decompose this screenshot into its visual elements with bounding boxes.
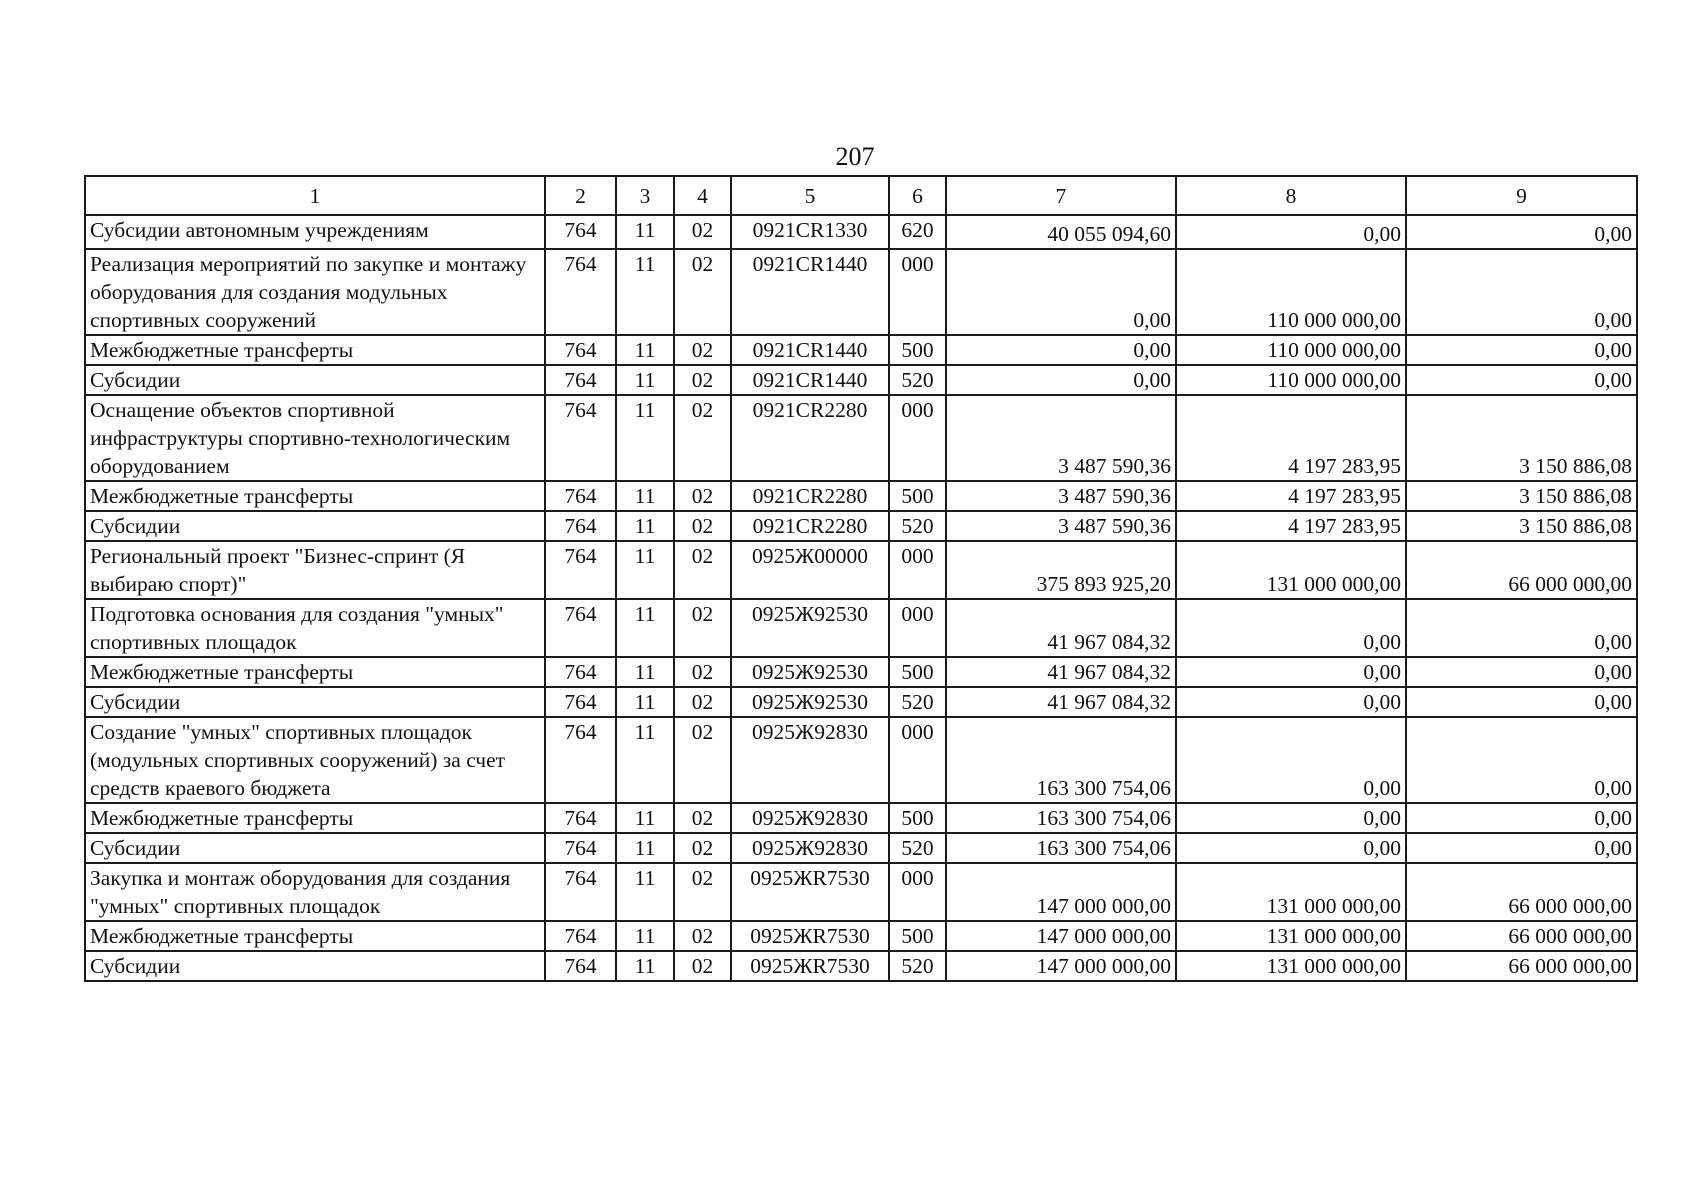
amount-col8-cell: 0,00 [1176,215,1406,249]
row-name-cell: Подготовка основания для создания "умных" спортивных площадок [85,599,545,657]
admin-code-cell: 764 [545,717,616,803]
header-cell: 1 [85,176,545,215]
subsection-code-cell: 02 [674,395,731,481]
target-article-cell: 0925Ж92530 [731,657,889,687]
table-row [85,803,1637,833]
target-article-cell: 0921CR2280 [731,511,889,541]
admin-code-cell: 764 [545,951,616,981]
admin-code-cell: 764 [545,541,616,599]
section-code-cell: 11 [616,921,674,951]
amount-col9-cell: 0,00 [1406,215,1637,249]
amount-col8-cell: 0,00 [1176,599,1406,657]
target-article-cell: 0925Ж92530 [731,599,889,657]
table-row [85,215,1637,249]
admin-code-cell: 764 [545,863,616,921]
amount-col7-cell: 163 300 754,06 [946,717,1176,803]
target-article-cell: 0925Ж92830 [731,803,889,833]
table-row [85,657,1637,687]
amount-col9-cell: 0,00 [1406,335,1637,365]
section-code-cell: 11 [616,511,674,541]
table-body [85,215,1637,981]
row-name-cell: Межбюджетные трансферты [85,803,545,833]
amount-col7-cell: 3 487 590,36 [946,395,1176,481]
table-row [85,717,1637,803]
amount-col9-cell: 0,00 [1406,803,1637,833]
target-article-cell: 0921CR1440 [731,365,889,395]
subsection-code-cell: 02 [674,481,731,511]
table-row [85,481,1637,511]
expense-type-cell: 500 [889,921,946,951]
admin-code-cell: 764 [545,511,616,541]
amount-col8-cell: 110 000 000,00 [1176,335,1406,365]
section-code-cell: 11 [616,249,674,335]
amount-col7-cell: 41 967 084,32 [946,687,1176,717]
header-cell: 5 [731,176,889,215]
amount-col9-cell: 66 000 000,00 [1406,863,1637,921]
table-row [85,511,1637,541]
admin-code-cell: 764 [545,215,616,249]
target-article-cell: 0921CR1440 [731,249,889,335]
target-article-cell: 0925Ж00000 [731,541,889,599]
amount-col7-cell: 41 967 084,32 [946,599,1176,657]
amount-col9-cell: 0,00 [1406,833,1637,863]
admin-code-cell: 764 [545,481,616,511]
subsection-code-cell: 02 [674,863,731,921]
amount-col9-cell: 0,00 [1406,687,1637,717]
expense-type-cell: 500 [889,803,946,833]
amount-col8-cell: 4 197 283,95 [1176,395,1406,481]
amount-col7-cell: 163 300 754,06 [946,833,1176,863]
expense-type-cell: 000 [889,541,946,599]
budget-table [84,175,1638,982]
amount-col8-cell: 0,00 [1176,687,1406,717]
amount-col9-cell: 66 000 000,00 [1406,921,1637,951]
amount-col9-cell: 0,00 [1406,717,1637,803]
header-cell: 8 [1176,176,1406,215]
amount-col9-cell: 0,00 [1406,249,1637,335]
target-article-cell: 0921CR2280 [731,395,889,481]
amount-col9-cell: 66 000 000,00 [1406,951,1637,981]
expense-type-cell: 520 [889,833,946,863]
row-name-cell: Субсидии [85,687,545,717]
table-row [85,395,1637,481]
row-name-cell: Субсидии [85,833,545,863]
expense-type-cell: 520 [889,365,946,395]
table-row [85,599,1637,657]
subsection-code-cell: 02 [674,717,731,803]
admin-code-cell: 764 [545,803,616,833]
amount-col7-cell: 0,00 [946,249,1176,335]
subsection-code-cell: 02 [674,599,731,657]
section-code-cell: 11 [616,863,674,921]
section-code-cell: 11 [616,395,674,481]
amount-col8-cell: 110 000 000,00 [1176,365,1406,395]
expense-type-cell: 520 [889,951,946,981]
amount-col7-cell: 41 967 084,32 [946,657,1176,687]
row-name-cell: Субсидии [85,365,545,395]
row-name-cell: Межбюджетные трансферты [85,335,545,365]
row-name-cell: Субсидии [85,511,545,541]
header-cell: 4 [674,176,731,215]
amount-col8-cell: 0,00 [1176,833,1406,863]
amount-col7-cell: 3 487 590,36 [946,511,1176,541]
admin-code-cell: 764 [545,657,616,687]
subsection-code-cell: 02 [674,951,731,981]
subsection-code-cell: 02 [674,365,731,395]
row-name-cell: Региональный проект "Бизнес-спринт (Я выбираю спорт)" [85,541,545,599]
amount-col7-cell: 147 000 000,00 [946,863,1176,921]
amount-col7-cell: 0,00 [946,365,1176,395]
table-row [85,951,1637,981]
target-article-cell: 0921CR1330 [731,215,889,249]
subsection-code-cell: 02 [674,657,731,687]
admin-code-cell: 764 [545,833,616,863]
expense-type-cell: 520 [889,511,946,541]
row-name-cell: Субсидии автономным учреждениям [85,215,545,249]
header-cell: 3 [616,176,674,215]
target-article-cell: 0921CR2280 [731,481,889,511]
row-name-cell: Межбюджетные трансферты [85,481,545,511]
subsection-code-cell: 02 [674,833,731,863]
expense-type-cell: 500 [889,657,946,687]
header-cell: 2 [545,176,616,215]
admin-code-cell: 764 [545,365,616,395]
section-code-cell: 11 [616,541,674,599]
header-cell: 7 [946,176,1176,215]
target-article-cell: 0925ЖR7530 [731,951,889,981]
table-row [85,365,1637,395]
amount-col7-cell: 163 300 754,06 [946,803,1176,833]
target-article-cell: 0925Ж92830 [731,833,889,863]
admin-code-cell: 764 [545,395,616,481]
amount-col7-cell: 375 893 925,20 [946,541,1176,599]
amount-col9-cell: 0,00 [1406,365,1637,395]
section-code-cell: 11 [616,833,674,863]
subsection-code-cell: 02 [674,249,731,335]
amount-col9-cell: 66 000 000,00 [1406,541,1637,599]
expense-type-cell: 500 [889,335,946,365]
amount-col8-cell: 4 197 283,95 [1176,511,1406,541]
section-code-cell: 11 [616,951,674,981]
table-row [85,833,1637,863]
header-cell: 6 [889,176,946,215]
target-article-cell: 0921CR1440 [731,335,889,365]
subsection-code-cell: 02 [674,511,731,541]
admin-code-cell: 764 [545,921,616,951]
table-row [85,249,1637,335]
amount-col8-cell: 131 000 000,00 [1176,541,1406,599]
expense-type-cell: 620 [889,215,946,249]
subsection-code-cell: 02 [674,335,731,365]
subsection-code-cell: 02 [674,541,731,599]
amount-col9-cell: 0,00 [1406,657,1637,687]
page-number: 207 [835,142,875,171]
subsection-code-cell: 02 [674,921,731,951]
amount-col9-cell: 3 150 886,08 [1406,511,1637,541]
target-article-cell: 0925Ж92530 [731,687,889,717]
amount-col9-cell: 3 150 886,08 [1406,481,1637,511]
admin-code-cell: 764 [545,249,616,335]
table-row [85,863,1637,921]
table-row [85,921,1637,951]
row-name-cell: Закупка и монтаж оборудования для создания "умных" спортивных площадок [85,863,545,921]
amount-col9-cell: 3 150 886,08 [1406,395,1637,481]
table-row [85,687,1637,717]
subsection-code-cell: 02 [674,687,731,717]
amount-col8-cell: 0,00 [1176,717,1406,803]
expense-type-cell: 000 [889,249,946,335]
amount-col8-cell: 131 000 000,00 [1176,863,1406,921]
section-code-cell: 11 [616,599,674,657]
amount-col7-cell: 0,00 [946,335,1176,365]
amount-col8-cell: 4 197 283,95 [1176,481,1406,511]
amount-col7-cell: 40 055 094,60 [946,215,1176,249]
row-name-cell: Реализация мероприятий по закупке и монтажу оборудования для создания модульных спортивных сооружений [85,249,545,335]
amount-col7-cell: 147 000 000,00 [946,951,1176,981]
section-code-cell: 11 [616,481,674,511]
section-code-cell: 11 [616,657,674,687]
expense-type-cell: 500 [889,481,946,511]
amount-col8-cell: 110 000 000,00 [1176,249,1406,335]
expense-type-cell: 000 [889,863,946,921]
section-code-cell: 11 [616,803,674,833]
row-name-cell: Создание "умных" спортивных площадок (модульных спортивных сооружений) за счет средств краевого бюджета [85,717,545,803]
amount-col7-cell: 3 487 590,36 [946,481,1176,511]
admin-code-cell: 764 [545,599,616,657]
header-row [85,176,1637,215]
amount-col8-cell: 0,00 [1176,803,1406,833]
admin-code-cell: 764 [545,687,616,717]
table-row [85,335,1637,365]
amount-col8-cell: 131 000 000,00 [1176,921,1406,951]
target-article-cell: 0925ЖR7530 [731,863,889,921]
expense-type-cell: 000 [889,599,946,657]
amount-col8-cell: 0,00 [1176,657,1406,687]
admin-code-cell: 764 [545,335,616,365]
amount-col7-cell: 147 000 000,00 [946,921,1176,951]
amount-col8-cell: 131 000 000,00 [1176,951,1406,981]
section-code-cell: 11 [616,335,674,365]
section-code-cell: 11 [616,365,674,395]
header-cell: 9 [1406,176,1637,215]
table-row [85,541,1637,599]
section-code-cell: 11 [616,717,674,803]
subsection-code-cell: 02 [674,803,731,833]
section-code-cell: 11 [616,215,674,249]
row-name-cell: Межбюджетные трансферты [85,921,545,951]
target-article-cell: 0925ЖR7530 [731,921,889,951]
amount-col9-cell: 0,00 [1406,599,1637,657]
expense-type-cell: 000 [889,717,946,803]
row-name-cell: Межбюджетные трансферты [85,657,545,687]
subsection-code-cell: 02 [674,215,731,249]
row-name-cell: Оснащение объектов спортивной инфраструктуры спортивно-технологическим оборудованием [85,395,545,481]
target-article-cell: 0925Ж92830 [731,717,889,803]
expense-type-cell: 520 [889,687,946,717]
section-code-cell: 11 [616,687,674,717]
expense-type-cell: 000 [889,395,946,481]
row-name-cell: Субсидии [85,951,545,981]
